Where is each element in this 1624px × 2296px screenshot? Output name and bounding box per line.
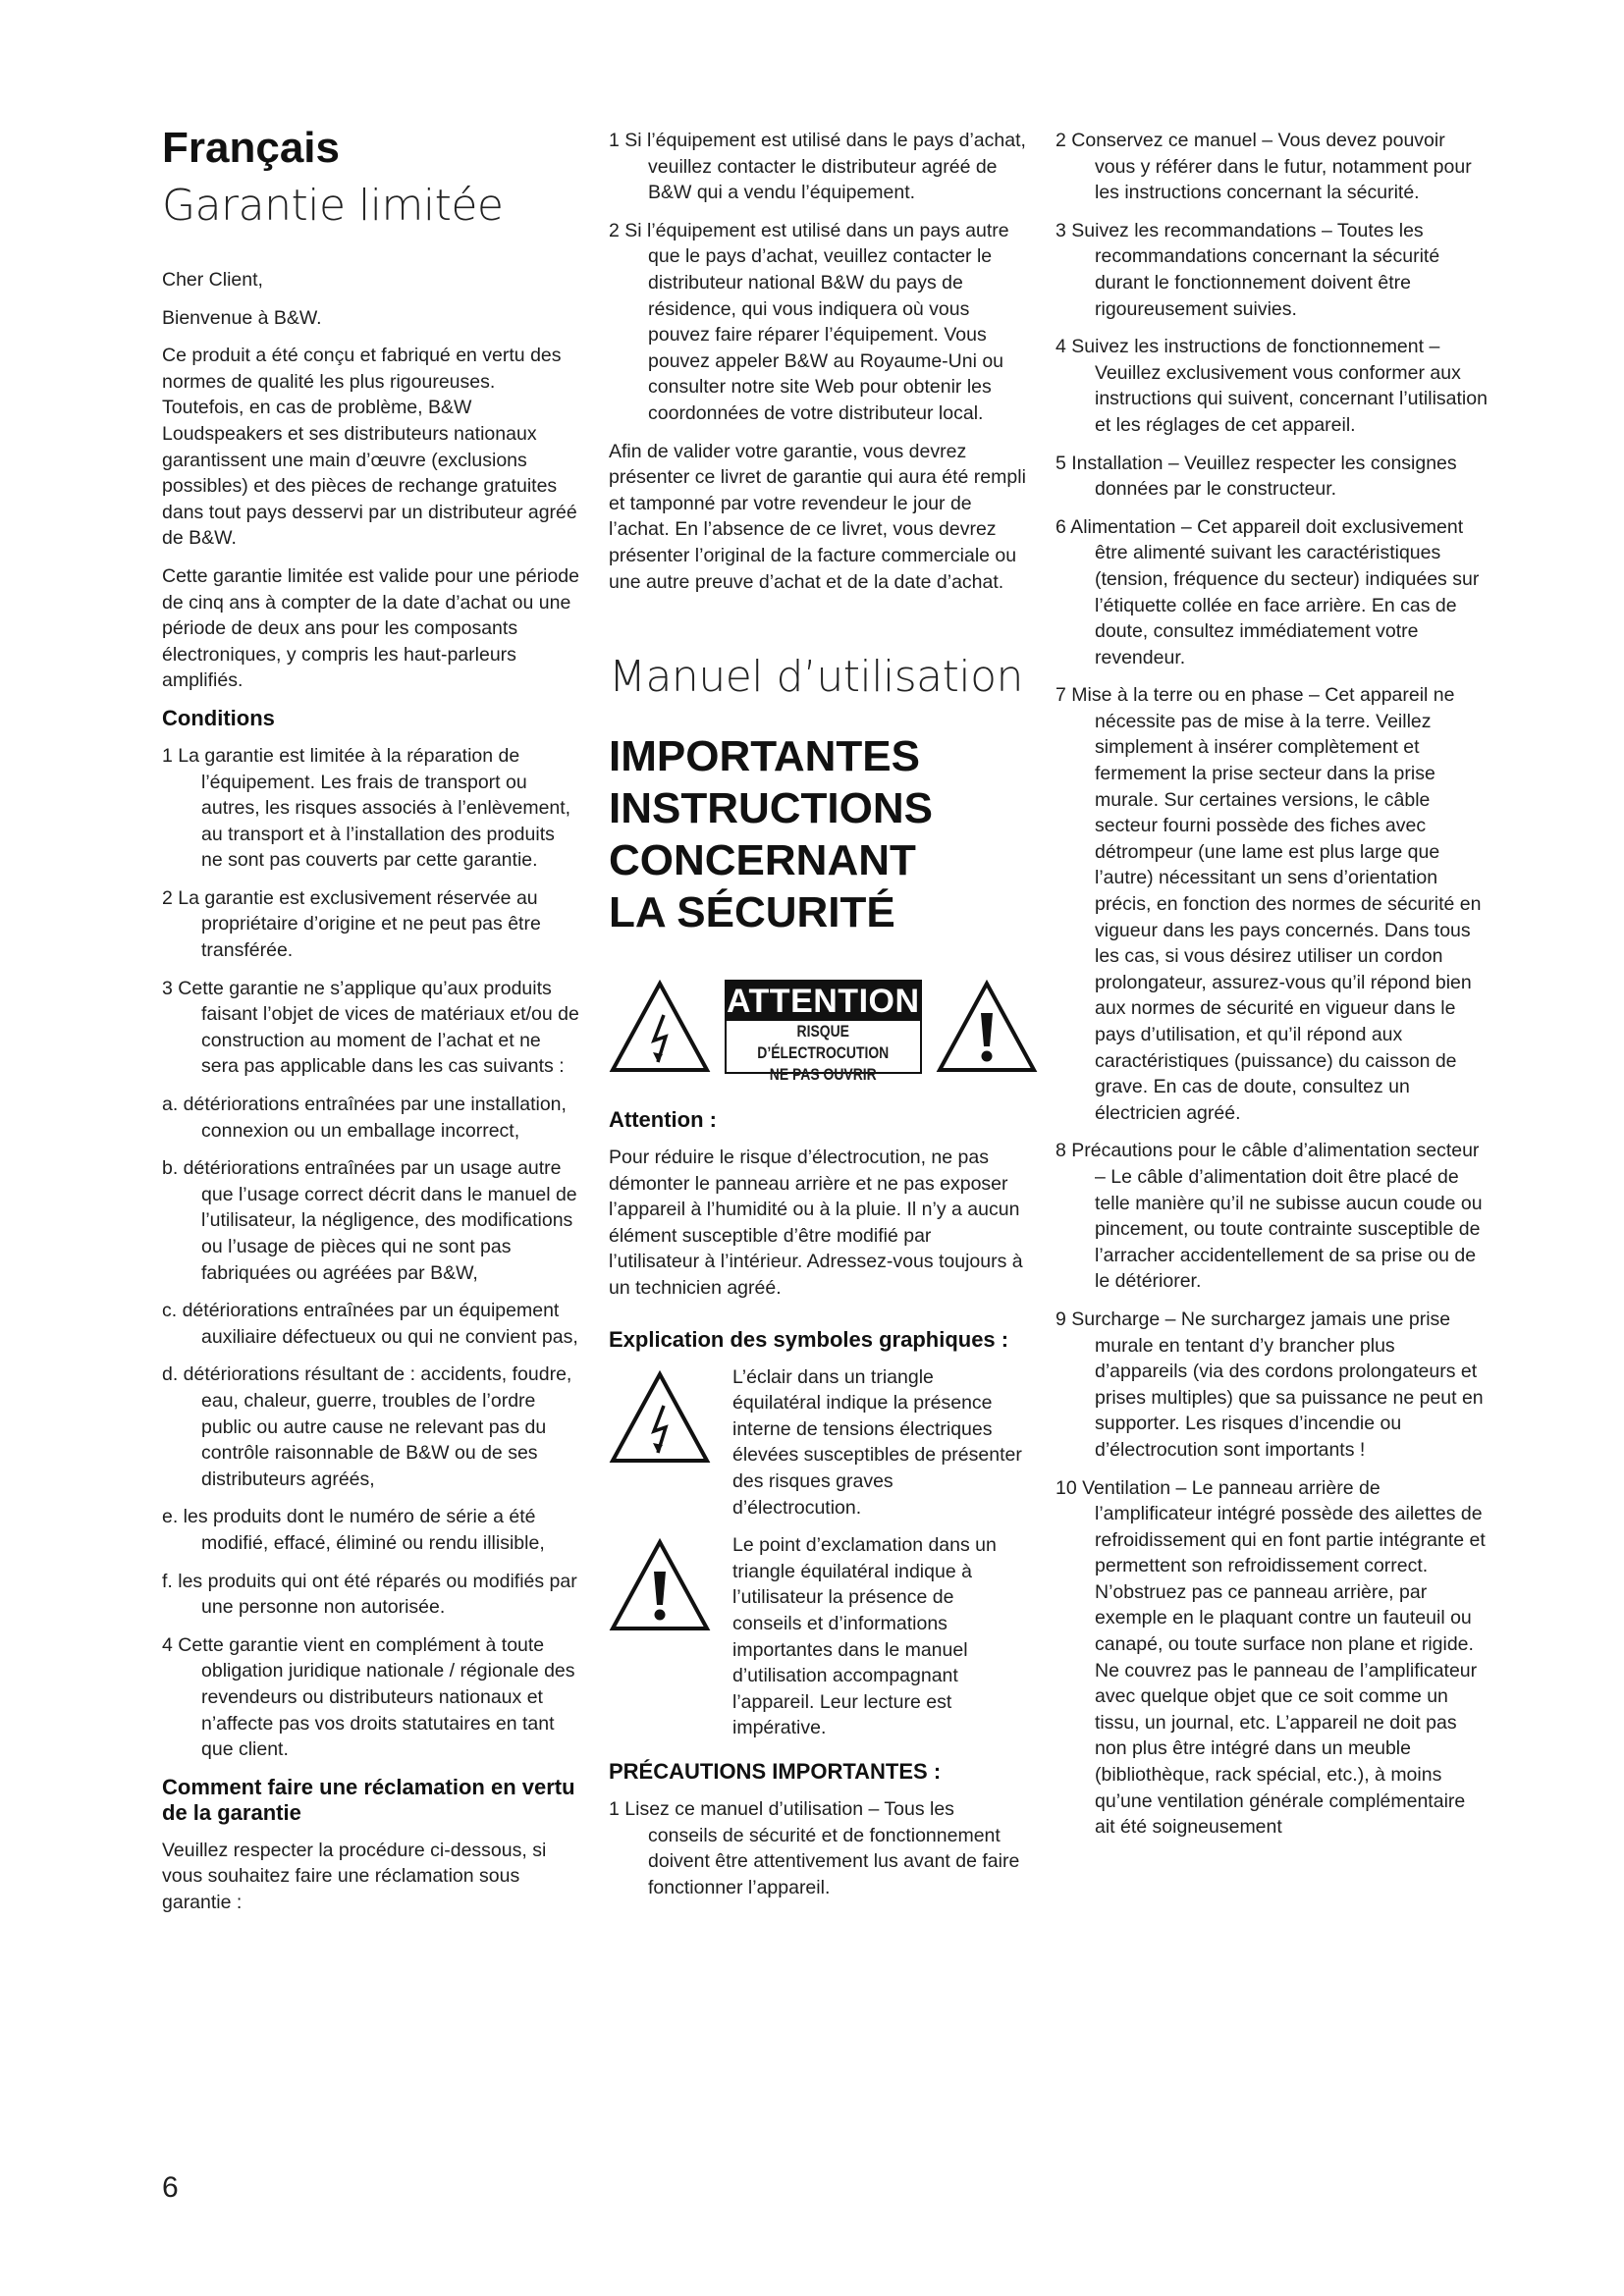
safety-title-line: IMPORTANTES: [609, 732, 920, 781]
symbol-exclamation-row: [609, 1532, 1026, 1741]
attention-text: Pour réduire le risque d’électrocution, ne pas démonter le panneau arrière et ne pas exposer l’appareil à l’humidité ou à la pluie. Il n’y a aucun élément susceptible d’être modifié par l’utilisateur à l’intérieur. Adressez-vous toujours à un technicien agréé.: [609, 1147, 1023, 1300]
condition-item: c. détériorations entraînées par un équipement auxiliaire défectueux ou qui ne convient pas,: [162, 1300, 578, 1348]
condition-item: a. détériorations entraînées par une installation, connexion ou un emballage incorrect,: [162, 1094, 567, 1142]
condition-item: d. détériorations résultant de : accidents, foudre, eau, chaleur, guerre, troubles de l’ordre public ou autre cause ne relevant pas du contrôle raisonnable de B&W ou de ses distributeurs agréés,: [162, 1363, 572, 1490]
attention-label: ATTENTION: [727, 983, 920, 1021]
precaution-item: 3 Suivez les recommandations – Toutes les recommandations concernant la sécurité durant le fonctionnement doivent être rigoureusement suivies.: [1056, 219, 1440, 320]
claim-step: 1 Si l’équipement est utilisé dans le pays d’achat, veuillez contacter le distributeur agréé de B&W qui a vendu l’équipement.: [609, 130, 1026, 204]
lightning-triangle-icon: [609, 1370, 711, 1465]
claim-heading: Comment faire une réclamation en vertu de la garantie: [162, 1774, 575, 1825]
language-heading: Français: [162, 124, 340, 172]
greeting: Cher Client,: [162, 269, 263, 291]
condition-item: 4 Cette garantie vient en complément à toute obligation juridique nationale / régionale des revendeurs ou distributeurs nationaux et n’affecte pas vos droits statutaires en tant que client.: [162, 1633, 575, 1761]
symbols-heading: Explication des symboles graphiques :: [609, 1326, 1009, 1352]
symbol-lightning-row: [609, 1364, 1026, 1522]
warranty-title: Garantie limitée: [162, 181, 504, 231]
shock-risk-line: RISQUE D’ÉLECTROCUTION: [757, 1022, 890, 1063]
symbol-exclamation-text: Le point d’exclamation dans un triangle équilatéral indique à l’utilisateur la présence de conseils et d’informations importantes dans le manuel d’utilisation accompagnant l’appareil. Leur lecture est impérative.: [732, 1534, 997, 1739]
do-not-open-line: NE PAS OUVRIR: [769, 1065, 877, 1085]
condition-item: f. les produits qui ont été réparés ou modifiés par une personne non autorisée.: [162, 1570, 577, 1619]
claim-step: 2 Si l’équipement est utilisé dans un pays autre que le pays d’achat, veuillez contacter le distributeur national B&W du pays de résidence, qui vous indiquera où vous pouvez faire réparer l’équipement. Vous pouvez appeler B&W au Royaume-Uni ou consulter notre site Web pour obtenir les coordonnées de votre distributeur local.: [609, 219, 1009, 424]
precaution-item: 4 Suivez les instructions de fonctionnement – Veuillez exclusivement vous conformer aux instructions qui suivent, concernant l’utilisation et les réglages de cet appareil.: [1056, 336, 1488, 436]
warranty-period: Cette garantie limitée est valide pour une période de cinq ans à compter de la date d’achat ou une période de deux ans pour les composants électroniques, y compris les haut-parleurs amplifiés.: [162, 564, 579, 692]
condition-item: b. détériorations entraînées par un usage autre que l’usage correct décrit dans le manuel de l’utilisateur, la négligence, des modifications ou l’usage de pièces qui ne sont pas fabriquées ou agréées par B&W,: [162, 1157, 577, 1284]
precaution-item: 5 Installation – Veuillez respecter les consignes données par le constructeur.: [1056, 452, 1457, 501]
precaution-item: 6 Alimentation – Cet appareil doit exclusivement être alimenté suivant les caractéristiques (tension, fréquence du secteur) indiquées sur l’étiquette collée en face arrière. En cas de doute, consultez immédiatement votre revendeur.: [1056, 515, 1480, 668]
precaution-item: 7 Mise à la terre ou en phase – Cet appareil ne nécessite pas de mise à la terre. Veillez simplement à insérer complètement et fermement la prise secteur dans la prise murale. Sur certaines versions, le câble secteur fourni possède des fiches avec détrompeur (une lame est plus large que l’autre) nécessitant un sens d’orientation précis, en fonction des normes de sécurité en vigueur dans les pays concernés. Dans tous les cas, si vous désirez utiliser un cordon prolongateur, assurez-vous qu’il répond bien aux normes de sécurité en vigueur dans le pays d’utilisation, et qu’il répond aux caractéristiques (puissance) du caisson de grave. En cas de doute, consultez un électricien agréé.: [1056, 684, 1482, 1124]
conditions-heading: Conditions: [162, 705, 275, 730]
column-manual: [609, 128, 1026, 1912]
precaution-item: 8 Précautions pour le câble d’alimentation secteur – Le câble d’alimentation doit être placé de telle manière qu’il ne subisse aucun coude ou pincement, ou toute contrainte susceptible de l’arracher accidentellement de sa prise ou de le détériorer.: [1056, 1140, 1483, 1293]
column-precautions: [1056, 128, 1488, 1852]
safety-title-line: LA SÉCURITÉ: [609, 888, 895, 937]
exclamation-triangle-icon: [609, 1538, 711, 1632]
welcome: Bienvenue à B&W.: [162, 306, 322, 329]
condition-item: e. les produits dont le numéro de série a été modifié, effacé, éliminé ou rendu illisible,: [162, 1506, 545, 1554]
attention-heading: Attention :: [609, 1107, 717, 1133]
column-warranty: [162, 124, 579, 1927]
warranty-intro: Ce produit a été conçu et fabriqué en vertu des normes de qualité les plus rigoureuses. Toutefois, en cas de problème, B&W Loudspeakers et ses distributeurs nationaux garantissent une main d’œuvre (exclusions possibles) et des pièces de rechange gratuites dans tout pays desservi par un distributeur agréé de B&W.: [162, 345, 577, 550]
validate-text: Afin de valider votre garantie, vous devrez présenter ce livret de garantie qui aura été rempli et tamponné par votre revendeur le jour de l’achat. En l’absence de ce livret, vous devrez présenter l’original de la facture commerciale ou une autre preuve d’achat et de la date d’achat.: [609, 440, 1026, 593]
precaution-item: 9 Surcharge – Ne surchargez jamais une prise murale en tentant d’y brancher plus d’appareils (via des cordons prolongateurs et prises multiples) que sa puissance ne peut en supporter. Les risques d’incendie ou d’électrocution sont importants !: [1056, 1308, 1484, 1461]
lightning-warning-icon: [609, 980, 711, 1074]
claim-text: Veuillez respecter la procédure ci-dessous, si vous souhaitez faire une réclamation sous garantie :: [162, 1839, 547, 1913]
attention-panel: [725, 980, 922, 1085]
precaution-item: 2 Conservez ce manuel – Vous devez pouvoir vous y référer dans le futur, notamment pour les instructions concernant la sécurité.: [1056, 130, 1472, 204]
exclamation-warning-icon: [936, 980, 1038, 1074]
precautions-heading: PRÉCAUTIONS IMPORTANTES :: [609, 1758, 942, 1784]
precaution-item: 1 Lisez ce manuel d’utilisation – Tous les conseils de sécurité et de fonctionnement doivent être attentivement lus avant de faire fonctionner l’appareil.: [609, 1797, 1020, 1898]
safety-title-line: INSTRUCTIONS: [609, 784, 933, 833]
symbol-lightning-text: L’éclair dans un triangle équilatéral indique la présence interne de tensions électriques élevées susceptibles de présenter des risques graves d’électrocution.: [732, 1365, 1022, 1519]
caution-label: [609, 980, 1026, 1085]
manual-title: Manuel d’utilisation: [609, 652, 1023, 703]
safety-title: [609, 730, 1026, 938]
page-number: 6: [162, 2171, 179, 2204]
precaution-item: 10 Ventilation – Le panneau arrière de l’amplificateur intégré possède des ailettes de refroidissement qui en font partie intégrante et permettent son refroidissement correct. N’obstruez pas ce panneau arrière, par exemple en le plaquant contre un fauteuil ou canapé, ou toute surface non plane et rigide. Ne couvrez pas le panneau de l’amplificateur avec quelque objet que ce soit comme un tissu, un journal, etc. L’appareil ne doit pas non plus être intégré dans un meuble (bibliothèque, rack spécial, etc.), à moins qu’une ventilation générale complémentaire ait été soigneusement: [1056, 1476, 1486, 1839]
shock-risk-label: [744, 1021, 902, 1086]
condition-item: 2 La garantie est exclusivement réservée au propriétaire d’origine et ne peut pas être transférée.: [162, 886, 541, 962]
condition-item: 3 Cette garantie ne s’applique qu’aux produits faisant l’objet de vices de matériaux et/ou de construction au moment de l’achat et ne sera pas applicable dans les cas suivants :: [162, 977, 579, 1078]
condition-item: 1 La garantie est limitée à la réparation de l’équipement. Les frais de transport ou autres, les risques associés à l’enlèvement, au transport et à l’installation des produits ne sont pas couverts par cette garantie.: [162, 744, 571, 872]
safety-title-line: CONCERNANT: [609, 836, 916, 885]
